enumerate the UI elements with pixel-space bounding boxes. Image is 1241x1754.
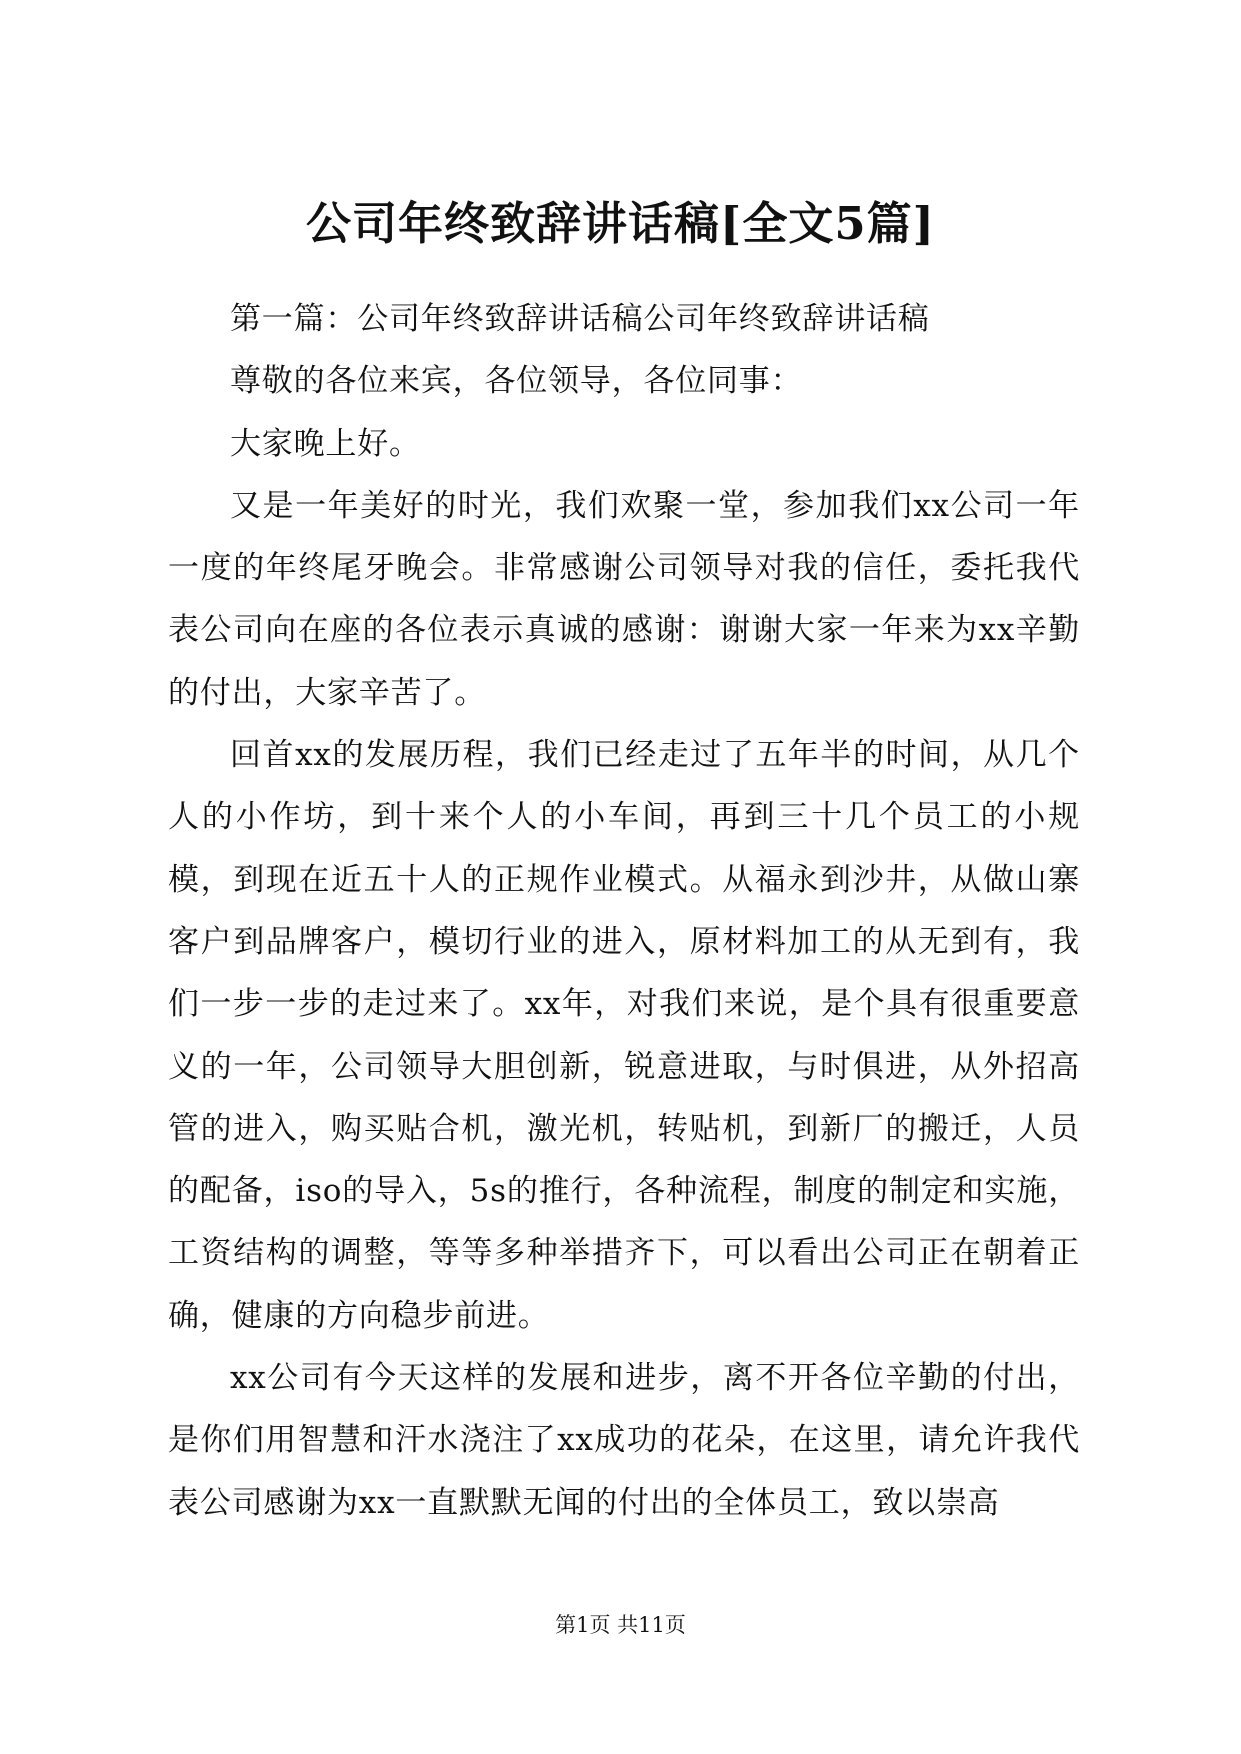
paragraph: 大家晚上好。	[230, 425, 421, 462]
paragraph: 回首xx的发展历程，我们已经走过了五年半的时间，从几个人的小作坊，到十来个人的小车间，再到三十几个员工的小规模，到现在近五十人的正规作业模式。从福永到沙井，从做山寨客户到品牌客户，模切行业的进入，原材料加工的从无到有，我们一步一步的走过来了。xx年，对我们来说，是个具有很重要意义的一年，公司领导大胆创新，锐意进取，与时俱进，从外招高管的进入，购买贴合机，激光机，转贴机，到新厂的搬迁，人员的配备，iso的导入，5s的推行，各种流程，制度的制定和实施，工资结构的调整，等等多种举措齐下，可以看出公司正在朝着正确，健康的方向稳步前进。	[168, 737, 1080, 1334]
paragraph: 第一篇：公司年终致辞讲话稿公司年终致辞讲话稿	[230, 301, 930, 337]
page-footer: 第1页 共11页	[555, 1613, 686, 1637]
document-title: 公司年终致辞讲话稿[全文5篇]	[306, 197, 935, 250]
document-body	[168, 288, 1080, 1534]
paragraph: 又是一年美好的时光，我们欢聚一堂，参加我们xx公司一年一度的年终尾牙晚会。非常感谢公司领导对我的信任，委托我代表公司向在座的各位表示真诚的感谢：谢谢大家一年来为xx辛勤的付出，大家辛苦了。	[168, 487, 1080, 711]
paragraph: xx公司有今天这样的发展和进步，离不开各位辛勤的付出，是你们用智慧和汗水浇注了xx成功的花朵，在这里，请允许我代表公司感谢为xx一直默默无闻的付出的全体员工，致以崇高	[168, 1360, 1080, 1521]
paragraph: 尊敬的各位来宾，各位领导，各位同事：	[230, 363, 803, 400]
